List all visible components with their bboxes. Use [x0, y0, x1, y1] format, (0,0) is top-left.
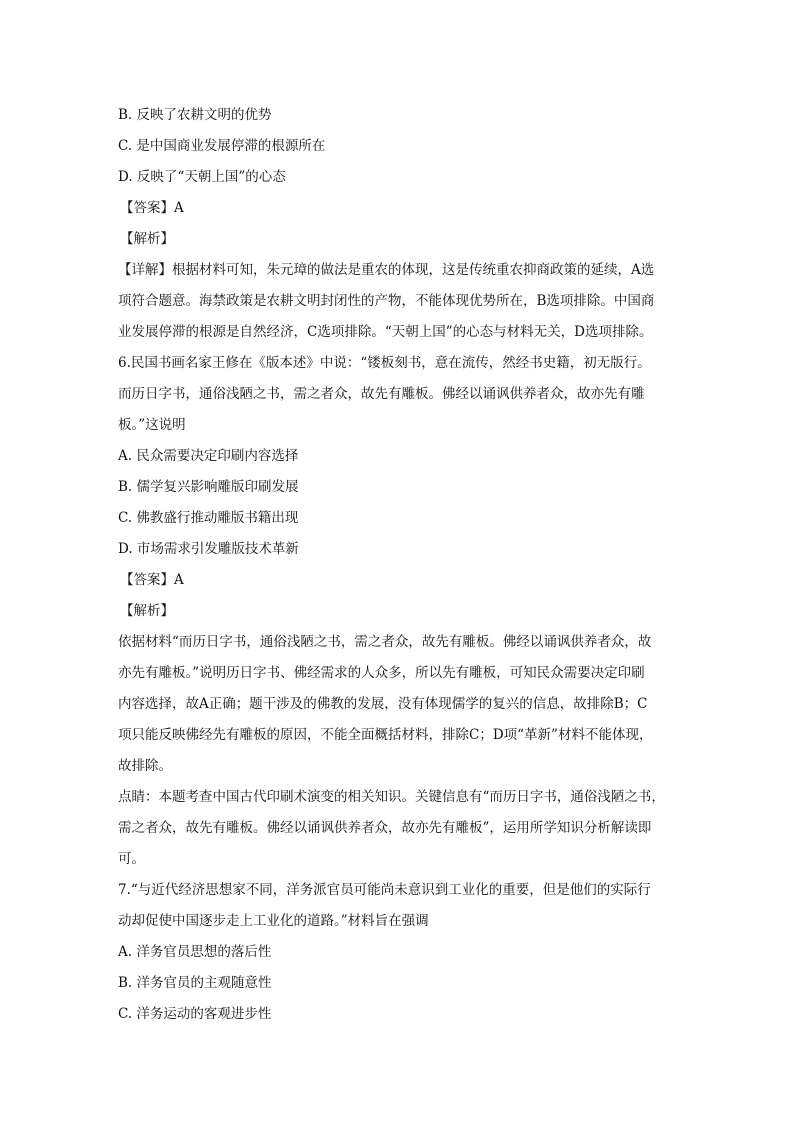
option-a-q7: A. 洋务官员思想的落后性 — [118, 944, 272, 960]
option-b-q7: B. 洋务官员的主观随意性 — [118, 975, 272, 991]
option-b-q5: B. 反映了农耕文明的优势 — [118, 107, 272, 123]
answer-q5: 【答案】A — [120, 200, 184, 216]
question-7-line1: 7.“与近代经济思想家不同，洋务派官员可能尚未意识到工业化的重要，但是他们的实际行 — [118, 882, 651, 898]
analysis-text-q5-line1: 【详解】根据材料可知，朱元璋的做法是重农的体现，这是传统重农抑商政策的延续，A选 — [118, 262, 655, 278]
analysis-text-q6-line5: 故排除。 — [118, 758, 172, 774]
option-c-q5: C. 是中国商业发展停滞的根源所在 — [118, 138, 326, 154]
analysis-text-q5-line3: 业发展停滞的根源是自然经济，C选项排除。“天朝上国”的心态与材料无关，D选项排除。 — [118, 324, 653, 340]
document-page — [118, 100, 678, 1030]
option-c-q6: C. 佛教盛行推动雕版书籍出现 — [118, 510, 299, 526]
option-d-q5: D. 反映了“天朝上国”的心态 — [118, 169, 286, 185]
question-6-line1: 6.民国书画名家王修在《版本述》中说：“镂板刻书，意在流传，然经书史籍，初无版行。 — [118, 355, 651, 371]
analysis-text-q5-line2: 项符合题意。海禁政策是农耕文明封闭性的产物，不能体现优势所在，B选项排除。中国商 — [118, 293, 655, 309]
question-7-line2: 动却促使中国逐步走上工业化的道路。”材料旨在强调 — [118, 913, 429, 929]
key-point-q6-line1: 点睛：本题考查中国古代印刷术演变的相关知识。关键信息有“而历日字书，通俗浅陋之书， — [118, 789, 665, 805]
option-b-q6: B. 儒学复兴影响雕版印刷发展 — [118, 479, 299, 495]
question-6-line3: 板。”这说明 — [118, 417, 186, 433]
answer-q6: 【答案】A — [120, 572, 184, 588]
analysis-heading-q5: 【解析】 — [120, 231, 174, 247]
analysis-text-q6-line1: 依据材料“而历日字书，通俗浅陋之书，需之者众，故先有雕板。佛经以诵讽供养者众，故 — [118, 634, 652, 650]
analysis-text-q6-line3: 内容选择，故A正确；题干涉及的佛教的发展，没有体现儒学的复兴的信息，故排除B；C — [118, 696, 648, 712]
analysis-text-q6-line2: 亦先有雕板。”说明历日字书、佛经需求的人众多，所以先有雕板，可知民众需要决定印刷 — [118, 665, 645, 681]
question-6-line2: 而历日字书，通俗浅陋之书，需之者众，故先有雕板。佛经以诵讽供养者众，故亦先有雕 — [118, 386, 645, 402]
option-c-q7: C. 洋务运动的客观进步性 — [118, 1006, 272, 1022]
key-point-q6-line3: 可。 — [118, 851, 145, 867]
option-d-q6: D. 市场需求引发雕版技术革新 — [118, 541, 299, 557]
option-a-q6: A. 民众需要决定印刷内容选择 — [118, 448, 299, 464]
analysis-heading-q6: 【解析】 — [120, 603, 174, 619]
analysis-text-q6-line4: 项只能反映佛经先有雕板的原因，不能全面概括材料，排除C；D项“革新”材料不能体现， — [118, 727, 653, 743]
key-point-q6-line2: 需之者众，故先有雕板。佛经以诵讽供养者众，故亦先有雕板”，运用所学知识分析解读即 — [118, 820, 652, 836]
